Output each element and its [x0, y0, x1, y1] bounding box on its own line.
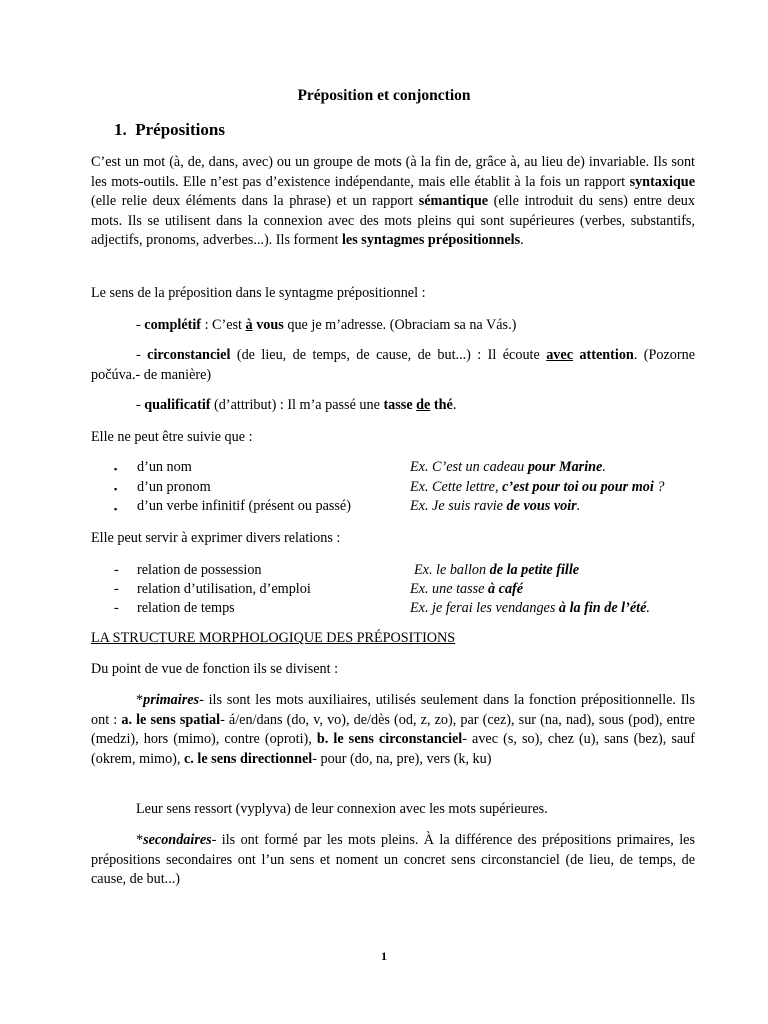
example-bold: à café	[488, 581, 524, 597]
example-bold: pour Marine	[527, 459, 603, 475]
example-end: .	[576, 498, 581, 514]
dash: -	[136, 317, 145, 333]
text: .	[452, 397, 457, 413]
underlined-word: avec	[546, 347, 573, 363]
text: - pour (do, na, pre), vers (k, ku)	[312, 750, 492, 767]
bullet-icon: ▪	[114, 464, 118, 474]
example-bold: de vous voir	[506, 498, 577, 514]
term-secondaires: secondaires	[143, 832, 212, 848]
intro-term-syntaxique: syntaxique	[629, 173, 695, 190]
suivie-intro: Elle ne peut être suivie que :	[91, 429, 253, 445]
text: - ils ont formé par les mots pleins. À la différence des prépositions primaires, les prépositions secondaires ont l’un sens et noment un concret sens circonstanciel (de lieu, de temps, de cause, de but...)	[91, 832, 695, 887]
sense-c: c. le sens directionnel	[184, 750, 313, 767]
asterisk: *	[136, 692, 144, 708]
example-end: .	[646, 600, 650, 616]
list-item-example	[410, 599, 650, 619]
dash-marker: -	[114, 600, 119, 616]
intro-text: (elle relie deux éléments dans la phrase) et un rapport	[91, 193, 419, 209]
section-heading	[114, 120, 225, 140]
example-text: Ex. Je suis ravie	[410, 498, 507, 514]
asterisk: *	[136, 832, 144, 848]
text: - ils sont les mots auxiliaires, utilisés seulement dans la fonction prépositionnelle. Ils ont :	[91, 692, 695, 728]
sense-b: b. le sens circonstanciel	[316, 731, 463, 747]
list-item-label: relation d’utilisation, d’emploi	[137, 581, 311, 597]
intro-paragraph	[91, 153, 695, 251]
completif-line	[91, 316, 695, 336]
list-item-example	[410, 497, 580, 517]
text: (d’attribut) : Il m’a passé une	[210, 397, 384, 413]
intro-text: C’est un mot (à, de, dans, avec) ou un groupe de mots (à la fin de, grâce à, au lieu de) invariable. Ils sont les mots-outils. Elle n’est pas d’existence indépendante, mais elle établit à la fois un rapport	[91, 154, 695, 190]
list-item-example	[414, 561, 579, 581]
page-title: Préposition et conjonction	[297, 87, 471, 104]
relations-intro: Elle peut servir à exprimer divers relations :	[91, 530, 341, 546]
dash-marker: -	[114, 581, 119, 597]
list-item-example	[410, 478, 664, 498]
example-bold: c’est pour toi ou pour moi	[502, 479, 654, 495]
term-qualificatif: qualificatif	[144, 397, 211, 413]
dash-marker: -	[114, 562, 119, 578]
intro-term-syntagmes: les syntagmes prépositionnels	[341, 232, 521, 248]
text: - á/en/dans (do, v, vo), de/dès (od, z, zo), par (cez), sur (na, nad), sous (pod), entre (medzi), hors (mimo), contre (oproti),	[91, 711, 695, 747]
list-item-label: relation de possession	[137, 562, 262, 578]
bold-word: vous	[252, 317, 284, 333]
primaires-paragraph	[91, 691, 695, 769]
example-bold: à la fin de l’été	[558, 600, 647, 616]
sens-ressort-line: Leur sens ressort (vyplyva) de leur connexion avec les mots supérieures.	[136, 801, 548, 817]
section-number: 1.	[114, 120, 127, 139]
list-item-label: d’un verbe infinitif (présent ou passé)	[137, 498, 351, 514]
text: (de lieu, de temps, de cause, de but...) : Il écoute	[230, 347, 547, 363]
example-text: Ex. C’est un cadeau	[410, 459, 528, 475]
intro-text: (elle introduit du sens) entre deux mots. Ils se utilisent dans la connexion avec des mots pleins qui sont supérieures (verbes, substantifs, adjectifs, pronoms, adverbes...). Ils forment	[91, 193, 695, 248]
bold-word: attention	[573, 347, 634, 363]
term-circonstanciel: circonstanciel	[147, 347, 231, 363]
list-item-label: d’un nom	[137, 459, 192, 475]
example-text: Ex. je ferai les vendanges	[410, 600, 559, 616]
text: . (Pozorne počúva.- de manière)	[91, 347, 695, 383]
page-number: 1	[381, 949, 387, 963]
example-text: Ex. le ballon	[414, 562, 490, 578]
example-end: ?	[653, 479, 665, 495]
intro-text: .	[520, 232, 524, 248]
term-completif: complétif	[144, 317, 202, 333]
bullet-icon: ▪	[114, 504, 118, 514]
example-end: .	[602, 459, 606, 475]
list-item-label: d’un pronom	[137, 479, 211, 495]
bullet-icon: ▪	[114, 484, 118, 494]
intro-term-semantique: sémantique	[418, 193, 489, 209]
text: : C’est	[201, 317, 246, 333]
term-primaires: primaires	[143, 692, 200, 708]
structure-heading: LA STRUCTURE MORPHOLOGIQUE DES PRÉPOSITIONS	[91, 630, 456, 646]
fonction-intro: Du point de vue de fonction ils se divisent :	[91, 661, 339, 677]
sense-a: a. le sens spatial	[121, 711, 221, 728]
example-text: Ex. Cette lettre,	[410, 479, 503, 495]
dash: -	[136, 347, 148, 363]
dash: -	[136, 397, 145, 413]
text: que je m’adresse. (Obraciam sa na Vás.)	[283, 317, 517, 333]
bold-word: thé	[430, 397, 453, 413]
list-item-example	[410, 580, 523, 600]
example-bold: de la petite fille	[489, 562, 580, 578]
list-item-example	[410, 458, 606, 478]
circonstanciel-line	[91, 346, 695, 385]
text: - avec (s, so), chez (u), sans (bez), sauf (okrem, mimo),	[91, 731, 695, 767]
list-item-label: relation de temps	[137, 600, 235, 616]
underlined-word: de	[416, 397, 431, 413]
qualificatif-line	[91, 396, 695, 416]
example-text: Ex. une tasse	[410, 581, 489, 597]
secondaires-paragraph	[91, 831, 695, 890]
section-title: Prépositions	[135, 120, 225, 139]
bold-word: tasse	[383, 397, 417, 413]
underlined-word: à	[245, 317, 253, 333]
sens-intro: Le sens de la préposition dans le syntagme prépositionnel :	[91, 285, 426, 301]
